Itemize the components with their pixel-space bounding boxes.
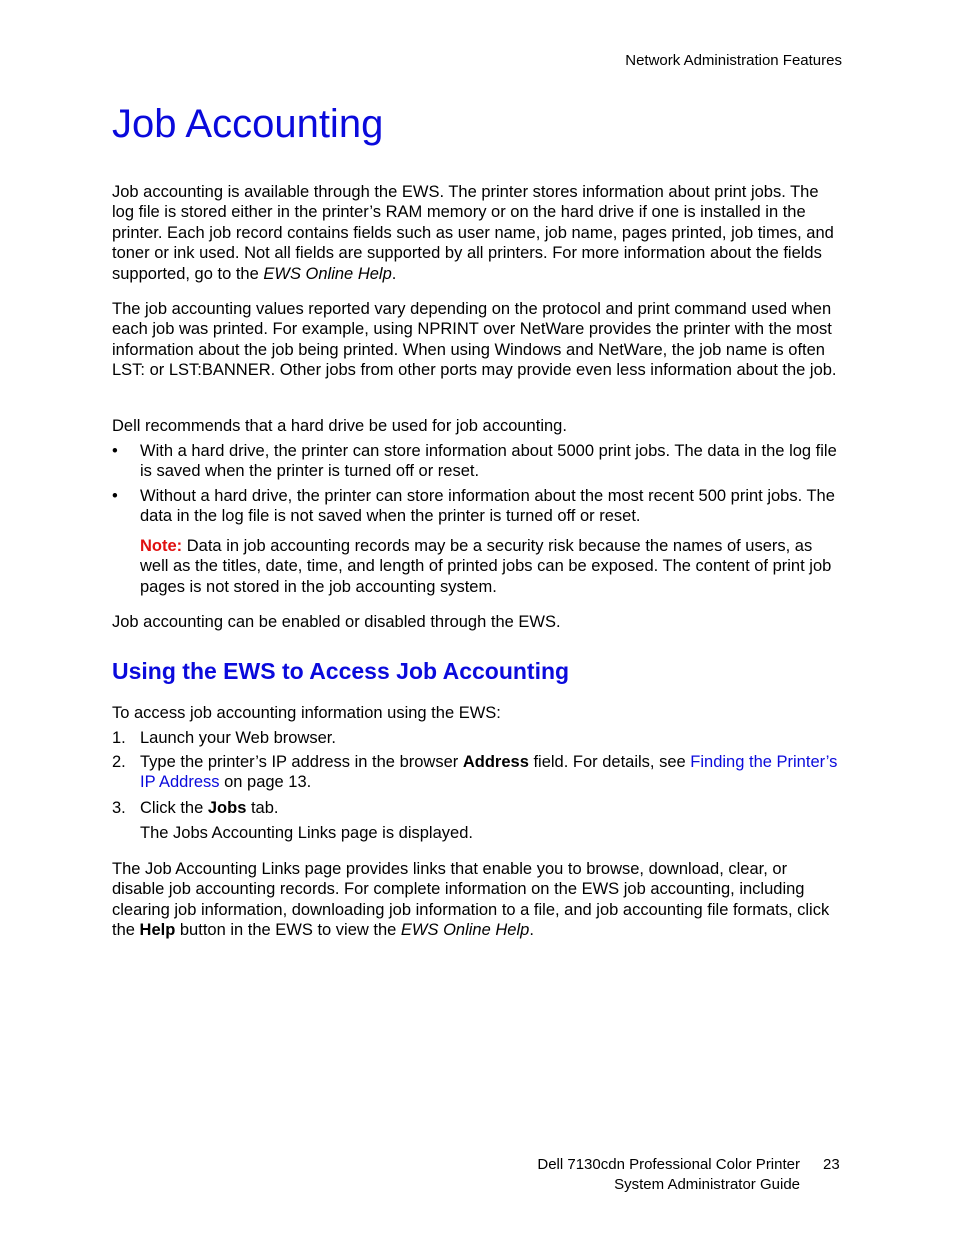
step-number: 3. bbox=[112, 799, 126, 817]
step-text bbox=[140, 752, 840, 793]
enable-disable-paragraph: Job accounting can be enabled or disabled through the EWS. bbox=[112, 613, 561, 631]
footer-line-1: Dell 7130cdn Professional Color Printer bbox=[537, 1156, 800, 1173]
bullet-mark: • bbox=[112, 487, 118, 505]
closing-text-c: button in the EWS to view the bbox=[175, 921, 401, 940]
step-3-result: The Jobs Accounting Links page is displayed. bbox=[140, 824, 473, 842]
bullet-mark: • bbox=[112, 442, 118, 460]
running-header: Network Administration Features bbox=[625, 52, 842, 69]
step-number: 2. bbox=[112, 753, 126, 771]
closing-text-a: The Job Accounting Links page provides links that enable you to browse, download, clear, or disable job accounting records. For complete information on the EWS job accounting, including clearing job information, downloading job information to a file, and job accounting file formats, click the bbox=[112, 860, 830, 940]
bullet-text: With a hard drive, the printer can store information about 5000 print jobs. The data in the log file is saved when the printer is turned off or reset. bbox=[140, 442, 837, 481]
section-heading: Using the EWS to Access Job Accounting bbox=[112, 658, 570, 684]
footer-line-2: System Administrator Guide bbox=[614, 1176, 800, 1194]
bullet-item-no-hard-drive bbox=[112, 486, 842, 528]
step-text bbox=[140, 798, 840, 818]
page-title: Job Accounting bbox=[112, 102, 384, 146]
page-number: 23 bbox=[823, 1156, 840, 1173]
step2-text-c: field. For details, see bbox=[528, 753, 691, 771]
note-text: Data in job accounting records may be a security risk because the names of users, as well as the titles, date, time, and length of printed jobs can be exposed. The content of print job pages is not stored in the job accounting system. bbox=[140, 537, 832, 596]
bullet-text: Without a hard drive, the printer can store information about the most recent 500 print jobs. The data in the log file is not saved when the printer is turned off or reset. bbox=[140, 487, 835, 526]
step3-text-a: Click the bbox=[140, 799, 208, 817]
closing-emphasis: EWS Online Help bbox=[400, 921, 530, 940]
jobs-tab-label: Jobs bbox=[207, 799, 247, 817]
closing-end: . bbox=[529, 921, 534, 940]
steps-lead: To access job accounting information using the EWS: bbox=[112, 704, 501, 722]
help-button-label: Help bbox=[139, 921, 176, 940]
footer-document-title bbox=[537, 1155, 800, 1196]
bullet-item-hard-drive bbox=[112, 441, 842, 483]
address-field-label: Address bbox=[462, 753, 529, 771]
security-note bbox=[140, 536, 842, 597]
step-3 bbox=[112, 798, 842, 820]
step2-text-d: on page 13. bbox=[219, 773, 312, 792]
step-text: Launch your Web browser. bbox=[140, 729, 336, 747]
step2-text-a: Type the printer’s IP address in the browser bbox=[140, 753, 463, 771]
note-label: Note: bbox=[140, 537, 183, 555]
intro-p1-emphasis: EWS Online Help bbox=[263, 264, 392, 283]
intro-p1-text: Job accounting is available through the EWS. The printer stores information about print jobs. The log file is stored either in the printer’s RAM memory or on the hard drive if one is installed in the printer. Each job record contains fields such as user name, job name, pages printed, job times, and toner or ink used. Not all fields are supported by all printers. For more information about the fields supported, go to the bbox=[112, 183, 834, 283]
step3-text-c: tab. bbox=[246, 799, 279, 817]
step-2 bbox=[112, 752, 842, 794]
intro-p1-end: . bbox=[391, 264, 397, 283]
intro-paragraph-2: The job accounting values reported vary depending on the protocol and print command used when each job was printed. For example, using NPRINT over NetWare provides the printer with the most information about the job being printed. When using Windows and NetWare, the job name is often LST: or LST:BANNER. Other jobs from other ports may provide even less information about the job. bbox=[112, 300, 837, 380]
closing-paragraph bbox=[112, 859, 842, 941]
step-1 bbox=[112, 728, 842, 750]
step-number: 1. bbox=[112, 729, 126, 747]
intro-paragraph-1 bbox=[112, 182, 842, 284]
intro-paragraph-3: Dell recommends that a hard drive be used for job accounting. bbox=[112, 417, 567, 435]
finding-ip-address-link[interactable]: Finding the Printer’s IP Address bbox=[140, 753, 838, 792]
